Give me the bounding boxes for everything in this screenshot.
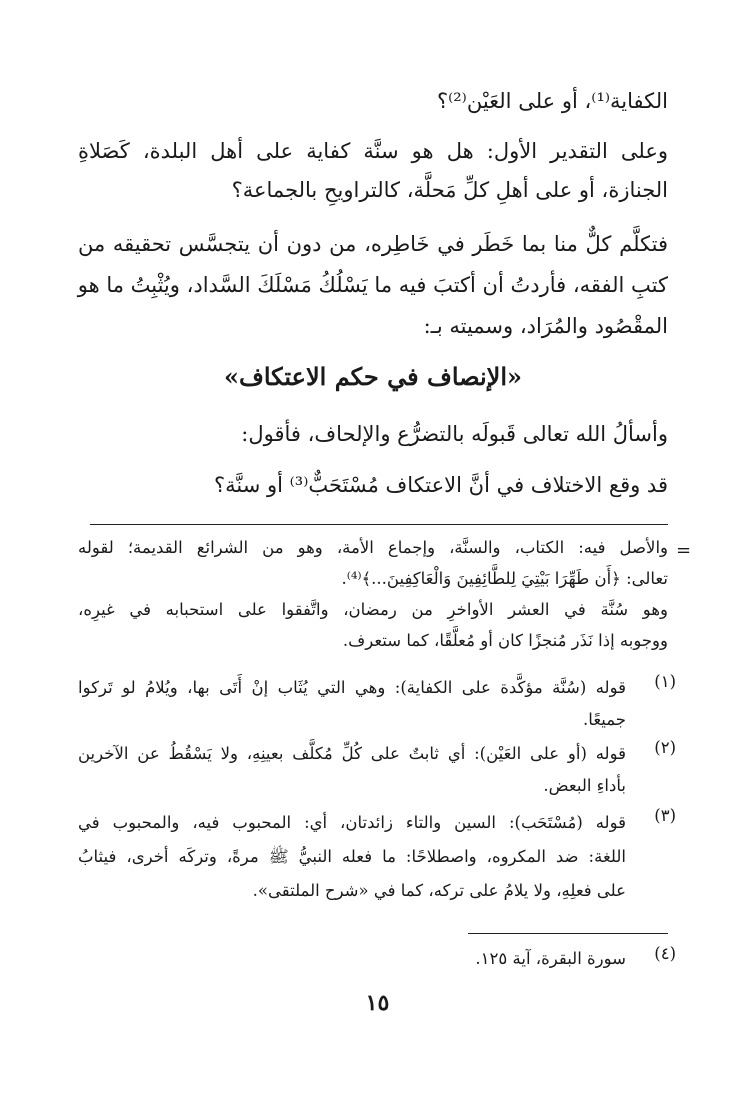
footnote-line: اللغة: ضد المكروه، واصطلاحًا: ما فعله النبيُّ ﷺ مرةً، وتركَه أخرى، فيثابُ: [78, 847, 626, 866]
paragraph: [78, 414, 668, 454]
footnote-number: (٤): [654, 944, 676, 963]
footnote-number: (٢): [654, 738, 676, 757]
footnote: [78, 944, 676, 974]
paragraph: [78, 224, 668, 347]
footnote: [78, 738, 676, 802]
footnote-separator: [468, 933, 668, 934]
footnote-line: وهو سُنَّة في العشر الأواخرِ من رمضان، واتَّفقوا على استحبابه في غيرِه،: [78, 600, 668, 619]
body-line: وعلى التقدير الأول: هل هو سنَّة كفاية على أهل البلدة، كَصَلاةِ: [78, 139, 668, 163]
body-line: كتبِ الفقه، فأردتُ أن أكتبَ فيه ما يَسْلُكُ مَسْلَكَ السَّداد، ويُثْبِتُ ما هو: [77, 273, 668, 297]
continuation-marker: =: [676, 540, 692, 561]
body-line: الجنازة، أو على أهلِ كلِّ مَحلَّة، كالتراويحِ بالجماعة؟: [231, 178, 668, 202]
footnote-separator: [90, 524, 668, 525]
footnote-line: سورة البقرة، آية ١٢٥.: [475, 949, 626, 968]
paragraph: [78, 465, 668, 505]
page-number: ١٥: [365, 990, 390, 1016]
footnote-line: بأداءِ البعض.: [543, 776, 626, 795]
footnote-line: جميعًا.: [583, 710, 626, 729]
footnote-continuation: [78, 532, 668, 656]
body-line: المقْصُود والمُرَاد، وسميته بـ:: [423, 314, 668, 338]
body-line: قد وقع الاختلاف في أنَّ الاعتكاف مُسْتَحَبٌّ⁽³⁾ أو سنَّة؟: [213, 473, 668, 497]
footnote-line: قوله (أو على العَيْن): أي ثابتٌ على كُلِّ مُكلَّف بعينِهِ، ولا يَسْقُطُ عن الآخرين: [78, 744, 626, 763]
footnote: [78, 672, 676, 736]
body-line: الكفاية⁽¹⁾، أو على العَيْن⁽²⁾؟: [436, 89, 668, 113]
body-text: [78, 80, 668, 122]
body-line: وأسألُ الله تعالى قَبولَه بالتضرُّع والإلحاف، فأقول:: [241, 422, 668, 446]
footnote-number: (١): [654, 672, 676, 691]
footnote-line: والأصل فيه: الكتاب، والسنَّة، وإجماع الأمة، وهو من الشرائع القديمة؛ لقوله: [78, 538, 668, 557]
footnote-number: (٣): [654, 806, 676, 825]
footnote-line: على فعلِهِ، ولا يلامُ على تركه، كما في «شرح الملتقى».: [252, 881, 626, 900]
footnote-line: قوله (مُسْتَحَب): السين والتاء زائدتان، أي: المحبوب فيه، والمحبوب في: [78, 813, 626, 832]
footnote: [78, 806, 676, 908]
footnote-line: ووجوبه إذا نَذَر مُنجزًا كان أو مُعلَّقًا، كما ستعرف.: [342, 631, 668, 650]
section-title: «الإنصاف في حكم الاعتكاف»: [223, 362, 522, 391]
footnote-line: تعالى: ﴿أَن طَهِّرَا بَيْتِيَ لِلطَّائِفِينَ وَالْعَاكِفِينَ...﴾⁽⁴⁾.: [341, 569, 668, 588]
footnote-line: قوله (سُنَّة مؤكَّدة على الكفاية): وهي التي يُثَاب إنْ أَتَى بها، ويُلامُ لو تَركوا: [78, 678, 626, 697]
body-line: فتكلَّم كلٌّ منا بما خَطَر في خَاطِره، من دون أن يتجسَّس تحقيقه من: [78, 232, 668, 256]
paragraph: [78, 132, 668, 210]
